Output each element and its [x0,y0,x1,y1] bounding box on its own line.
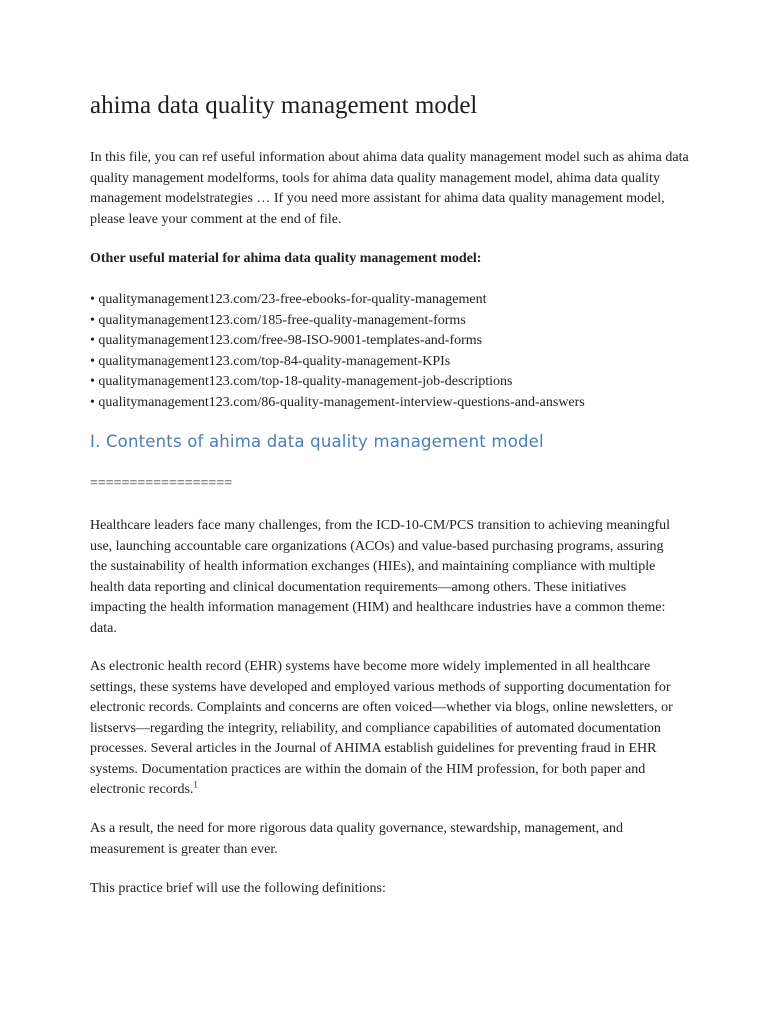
footnote-mark: 1 [193,779,198,790]
document-title: ahima data quality management model [90,92,478,119]
resource-link[interactable]: • qualitymanagement123.com/86-quality-management-interview-questions-and-answers [90,394,585,410]
resource-link[interactable]: • qualitymanagement123.com/23-free-ebooks-for-quality-management [90,292,487,307]
section-heading: I. Contents of ahima data quality management model [90,432,544,451]
body-paragraph-text: As electronic health record (EHR) systems have become more widely implemented in all healthcare settings, these systems have developed and employed various methods of supporting documentation for electronic records. Complaints and concerns are often voiced—whether via blogs, online newsletters, or listservs—regarding the integrity, reliability, and compliance capabilities of automated documentation processes. Several articles in the Journal of AHIMA establish guidelines for preventing fraud in EHR systems. Documentation practices are within the domain of the HIM profession, for both paper and electronic records. [90,659,673,797]
resource-link[interactable]: • qualitymanagement123.com/free-98-ISO-9001-templates-and-forms [90,333,483,349]
body-paragraph: Healthcare leaders face many challenges, from the ICD-10-CM/PCS transition to achieving meaningful use, launching accountable care organizations (ACOs) and value-based purchasing programs, assuring the sustainability of health information exchanges (HIEs), and maintaining compliance with multiple health data reporting and clinical documentation requirements—among others. These initiatives impacting the health information management (HIM) and healthcare industries have a common theme: data. [90,518,671,636]
resource-link[interactable]: • qualitymanagement123.com/185-free-quality-management-forms [90,312,466,328]
body-paragraph: As a result, the need for more rigorous data quality governance, stewardship, management, and measurement is greater than ever. [90,821,623,857]
intro-paragraph: In this file, you can ref useful information about ahima data quality management model such as ahima data quality management modelforms, tools for ahima data quality management model, ahima data quality management modelstrategies … If you need more assistant for ahima data quality management model, please leave your comment at the end of file. [90,150,689,227]
resource-link[interactable]: • qualitymanagement123.com/top-84-quality-management-KPIs [90,353,451,369]
separator-line: ================== [90,476,233,491]
resource-links-list [90,290,585,414]
material-heading: Other useful material for ahima data quality management model: [90,251,482,266]
body-paragraph: This practice brief will use the following definitions: [90,881,386,896]
body-paragraph [90,657,682,801]
resource-link[interactable]: • qualitymanagement123.com/top-18-quality-management-job-descriptions [90,374,513,390]
